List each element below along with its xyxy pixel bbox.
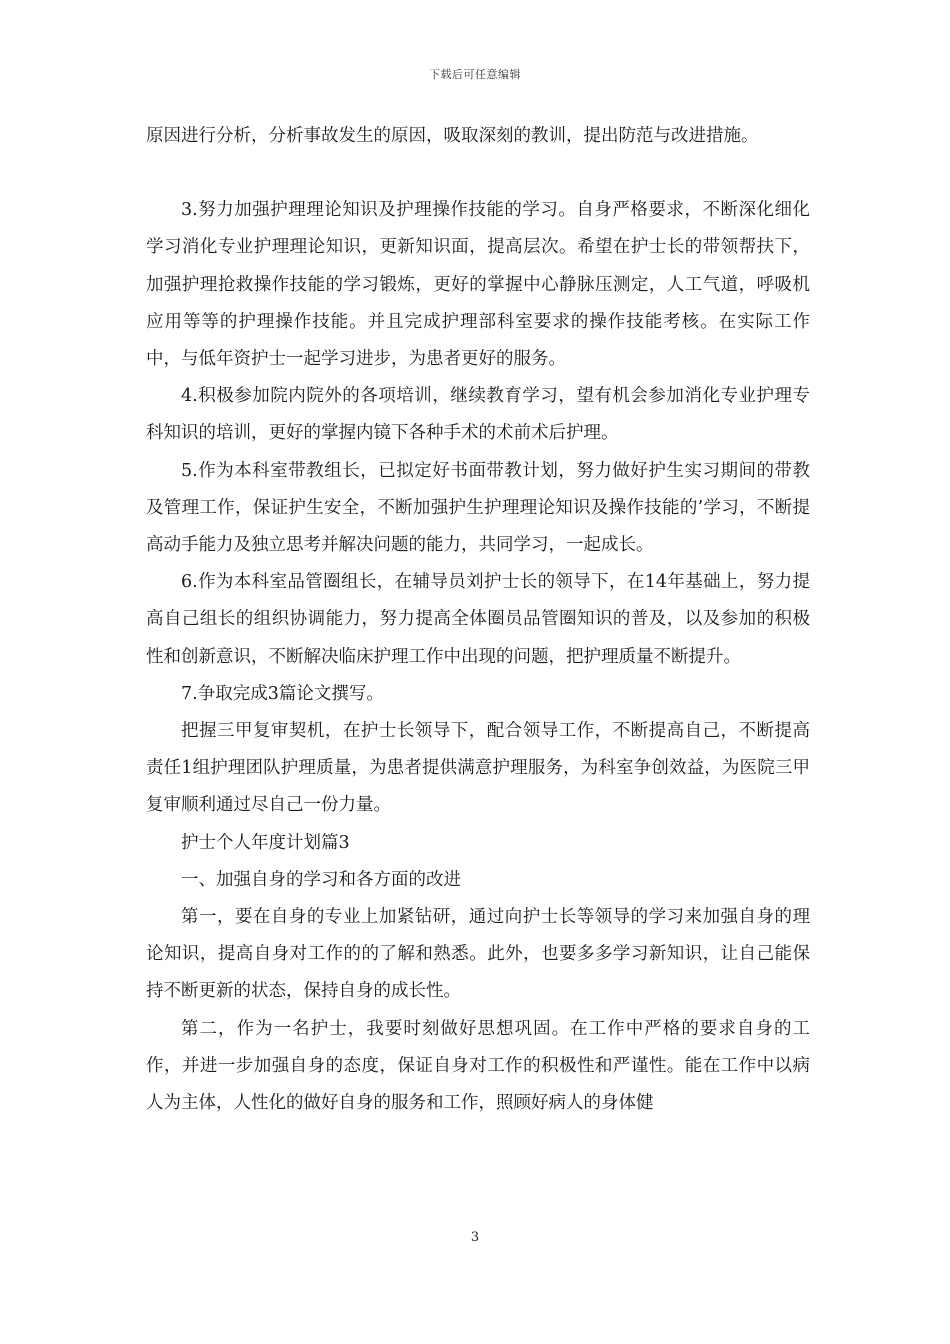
paragraph-item-4: 4.积极参加院内院外的各项培训，继续教育学习，望有机会参加消化专业护理专科知识的培训，更好的掌握内镜下各种手术的术前术后护理。 [146,386,810,444]
paragraph-item-5: 5.作为本科室带教组长，已拟定好书面带教计划，努力做好护生实习期间的带教及管理工作，保证护生安全，不断加强护生护理理论知识及操作技能的’学习，不断提高动手能力及独立思考并解决问题的能力，共同学习，一起成长。 [146,460,810,556]
page-header: 下载后可任意编辑 [429,68,521,81]
section-title: 护士个人年度计划篇3 [181,832,350,853]
document-body [146,118,810,1122]
paragraph-item-6: 6.作为本科室品管圈组长，在辅导员刘护士长的领导下，在14年基础上，努力提高自己组长的组织协调能力，努力提高全体圈员品管圈知识的普及，以及参加的积极性和创新意识，不断解决临床护理工作中出现的问题，把护理质量不断提升。 [146,572,810,667]
page-number: 3 [470,1230,480,1245]
paragraph-second: 第二，作为一名护士，我要时刻做好思想巩固。在工作中严格的要求自身的工作，并进一步加强自身的态度，保证自身对工作的积极性和严谨性。能在工作中以病人为主体，人性化的做好自身的服务和工作，照顾好病人的身体健 [146,1018,810,1114]
paragraph-item-7: 7.争取完成3篇论文撰写。 [181,683,384,704]
paragraph-item-3: 3.努力加强护理理论知识及护理操作技能的学习。自身严格要求，不断深化细化学习消化专业护理理论知识，更新知识面，提高层次。希望在护士长的带领帮扶下，加强护理抢救操作技能的学习锻炼，更好的掌握中心静脉压测定，人工气道，呼吸机应用等等的护理操作技能。并且完成护理部科室要求的操作技能考核。在实际工作中，与低年资护士一起学习进步，为患者更好的服务。 [146,200,810,370]
paragraph-summary: 把握三甲复审契机，在护士长领导下，配合领导工作，不断提高自己，不断提高责任1组护理团队护理质量，为患者提供满意护理服务，为科室争创效益，为医院三甲复审顺利通过尽自己一份力量。 [146,721,810,816]
paragraph-first: 第一，要在自身的专业上加紧钻研，通过向护士长等领导的学习来加强自身的理论知识，提高自身对工作的的了解和熟悉。此外，也要多多学习新知识，让自己能保持不断更新的状态，保持自身的成长性。 [146,907,810,1002]
section-heading: 一、加强自身的学习和各方面的改进 [181,869,461,890]
paragraph-continued: 原因进行分析，分析事故发生的原因，吸取深刻的教训，提出防范与改进措施。 [146,126,759,146]
